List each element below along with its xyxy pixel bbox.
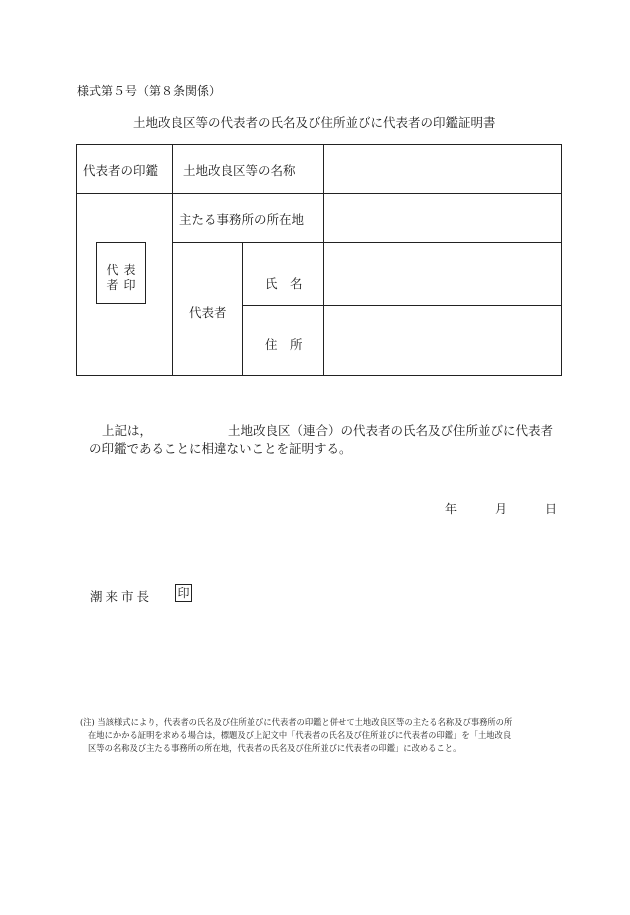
official-stamp: 印: [175, 584, 192, 602]
note-line: (注) 当該様式により，代表者の氏名及び住所並びに代表者の印鑑と併せて土地改良区等の主たる名称及び事務所の所: [80, 717, 513, 727]
representative-label: 代表者: [189, 305, 227, 320]
seal-char: 者: [106, 278, 119, 292]
seal-char: 印: [123, 278, 136, 292]
document-title: 土地改良区等の代表者の氏名及び住所並びに代表者の印鑑証明書: [133, 115, 496, 130]
date-day: 日: [545, 502, 558, 516]
table-divider: [172, 144, 173, 376]
seal-char: 表: [123, 263, 136, 277]
district-name-field[interactable]: [324, 145, 561, 193]
office-location-label: 主たる事務所の所在地: [179, 212, 305, 227]
district-name-label: 土地改良区等の名称: [183, 163, 296, 178]
seal-header: 代表者の印鑑: [83, 163, 159, 178]
representative-seal-box[interactable]: [96, 242, 146, 304]
representative-address-field[interactable]: [324, 306, 561, 375]
certification-line2: の印鑑であることに相違ないことを証明する。: [89, 441, 352, 456]
date-month: 月: [495, 502, 508, 516]
certification-line1: 土地改良区（連合）の代表者の氏名及び住所並びに代表者: [228, 423, 554, 438]
table-divider: [242, 242, 243, 376]
certification-prefix: 上記は，: [102, 423, 153, 438]
note-line: 在地にかかる証明を求める場合は，標題及び上記文中「代表者の氏名及び住所並びに代表者の印鑑」を「土地改良: [88, 730, 512, 740]
name-label: 氏 名: [265, 276, 303, 291]
seal-char: 代: [106, 263, 119, 277]
form-number: 様式第５号（第８条関係）: [77, 84, 222, 98]
note-line: 区等の名称及び主たる事務所の所在地，代表者の氏名及び住所並びに代表者の印鑑」に改めること。: [88, 743, 462, 753]
date-year: 年: [445, 502, 458, 516]
representative-name-field[interactable]: [324, 243, 561, 305]
mayor-title: 潮来市長: [90, 589, 153, 604]
address-label: 住 所: [265, 337, 303, 352]
district-blank-field[interactable]: [158, 419, 223, 435]
office-location-field[interactable]: [324, 194, 561, 242]
